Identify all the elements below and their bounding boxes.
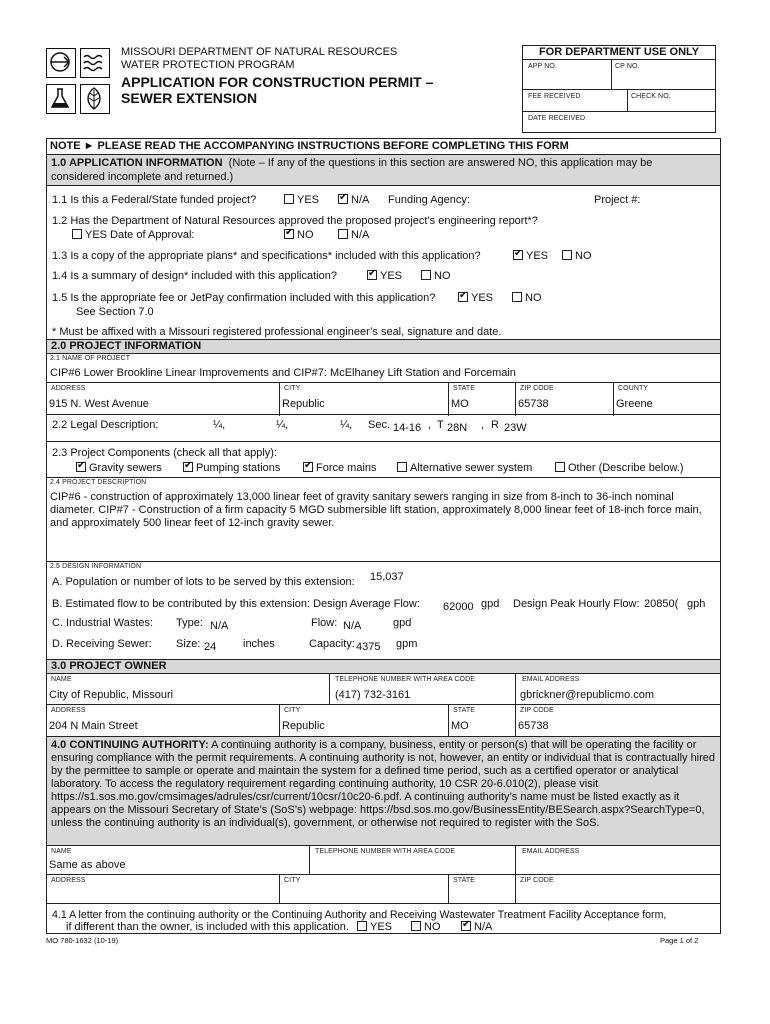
dnr-logo-waves-icon	[80, 48, 110, 78]
section-1-title: 1.0 APPLICATION INFORMATION	[51, 157, 223, 169]
question-1-5: 1.5 Is the appropriate fee or JetPay confirmation included with this application?	[52, 292, 436, 304]
ca-name-label: NAME	[51, 848, 72, 855]
question-1-2: 1.2 Has the Department of Natural Resources approved the proposed project’s engineering report*?	[52, 215, 538, 227]
township-value[interactable]: 28N	[447, 422, 468, 434]
q13-yes-option[interactable]	[513, 250, 548, 262]
q12-yes-option[interactable]	[72, 229, 194, 241]
estimated-flow-label: B. Estimated flow to be contributed by this extension: Design Average Flow:	[52, 598, 420, 610]
owner-city-label: CITY	[284, 707, 301, 714]
q41-yes-option[interactable]	[357, 921, 392, 933]
q13-yes-checkbox[interactable]	[513, 250, 523, 260]
project-city-label: CITY	[284, 385, 301, 392]
q15-yes-checkbox[interactable]	[458, 292, 468, 302]
project-address-label: ADDRESS	[51, 385, 86, 392]
q14-no-checkbox[interactable]	[421, 270, 431, 280]
pe-seal-footnote: * Must be affixed with a Missouri registered professional engineer’s seal, signature and date.	[52, 326, 502, 338]
project-state-label: STATE	[453, 385, 476, 392]
comp-pumping-label: Pumping stations	[196, 462, 281, 474]
section-2-header: 2.0 PROJECT INFORMATION	[47, 339, 720, 354]
comp-other-label: Other (Describe below.)	[568, 462, 684, 474]
comp-force-option[interactable]	[303, 462, 377, 474]
q13-yes-label: YES	[526, 250, 549, 262]
industrial-flow-unit: gpd	[393, 617, 412, 629]
owner-address-value[interactable]: 204 N Main Street	[49, 720, 138, 732]
page-number: Page 1 of 2	[660, 936, 699, 945]
section-1-note-cont: considered incomplete and returned.)	[51, 171, 234, 183]
funding-agency-label: Funding Agency:	[388, 194, 470, 206]
q41-no-checkbox[interactable]	[411, 921, 421, 931]
industrial-type-label: Type:	[176, 617, 203, 629]
project-name-value[interactable]: CIP#6 Lower Brookline Linear Improvements and CIP#7: McElhaney Lift Station and Forcemain	[50, 367, 516, 379]
section-value[interactable]: 14-16	[393, 422, 422, 434]
project-county-label: COUNTY	[618, 385, 649, 392]
receiving-size-value[interactable]: 24	[204, 641, 217, 653]
q14-yes-option[interactable]	[367, 270, 402, 282]
department-use-title: FOR DEPARTMENT USE ONLY	[523, 46, 715, 60]
legal-quarter-1: ¼,	[213, 419, 226, 431]
owner-address-row	[47, 705, 720, 736]
question-4-1-cont: if different than the owner, is included with this application.	[66, 921, 349, 933]
q14-no-label: NO	[434, 270, 451, 282]
range-value[interactable]: 23W	[504, 422, 527, 434]
page-title-line2: SEWER EXTENSION	[121, 90, 258, 106]
agency-name: MISSOURI DEPARTMENT OF NATURAL RESOURCES	[121, 46, 398, 58]
q12-na-option[interactable]	[338, 229, 369, 241]
owner-zip-label: ZIP CODE	[520, 707, 554, 714]
project-description-label: 2.4 PROJECT DESCRIPTION	[50, 479, 147, 486]
check-no-label: CHECK NO.	[631, 93, 671, 100]
q41-yes-label: YES	[370, 921, 393, 933]
page-title	[121, 74, 433, 106]
project-city-value[interactable]: Republic	[282, 398, 325, 410]
owner-state-value[interactable]: MO	[451, 720, 469, 732]
legal-quarter-3: ¼,	[340, 419, 353, 431]
question-1-1-label: 1.1 Is this a Federal/State funded project?	[52, 194, 257, 206]
ca-email-label: EMAIL ADDRESS	[522, 848, 580, 855]
industrial-flow-label: Flow:	[311, 617, 338, 629]
q12-no-label: NO	[297, 229, 314, 241]
section-label: Sec.	[368, 419, 391, 431]
project-zip-value[interactable]: 65738	[518, 398, 549, 410]
q11-yes-checkbox[interactable]	[284, 194, 294, 204]
comp-other-checkbox[interactable]	[555, 462, 565, 472]
section-1-header	[47, 154, 720, 186]
q13-no-label: NO	[575, 250, 592, 262]
legal-description-label: 2.2 Legal Description:	[52, 419, 159, 431]
question-4-1: 4.1 A letter from the continuing authority or the Continuing Authority and Receiving Wastewater Treatment Facility Acceptance form,	[52, 909, 667, 921]
ca-address-row	[47, 875, 720, 904]
receiving-capacity-label: Capacity:	[309, 638, 355, 650]
q11-na-option[interactable]	[338, 194, 369, 206]
q13-no-option[interactable]	[562, 250, 592, 262]
industrial-type-value[interactable]: N/A	[210, 620, 229, 632]
department-use-box	[522, 45, 716, 133]
q15-yes-option[interactable]	[458, 292, 493, 304]
population-label: A. Population or number of lots to be served by this extension:	[52, 576, 355, 588]
comp-alt-checkbox[interactable]	[397, 462, 407, 472]
owner-name-value[interactable]: City of Republic, Missouri	[49, 689, 174, 701]
owner-address-label: ADDRESS	[51, 707, 86, 714]
ca-city-label: CITY	[284, 877, 301, 884]
dnr-logo-flask-icon	[46, 84, 76, 114]
owner-phone-value[interactable]: (417) 732-3161	[335, 689, 411, 701]
q11-yes-label: YES	[297, 194, 320, 206]
comp-other-option[interactable]	[555, 462, 684, 474]
owner-phone-label: TELEPHONE NUMBER WITH AREA CODE	[335, 676, 476, 683]
q15-no-label: NO	[525, 292, 542, 304]
program-name: WATER PROTECTION PROGRAM	[121, 59, 295, 71]
q41-no-option[interactable]	[411, 921, 441, 933]
owner-city-value[interactable]: Republic	[282, 720, 325, 732]
q12-no-option[interactable]	[284, 229, 314, 241]
question-1-3: 1.3 Is a copy of the appropriate plans* and specifications* included with this application?	[52, 250, 481, 262]
ca-address-label: ADDRESS	[51, 877, 86, 884]
comp-alt-option[interactable]	[397, 462, 532, 474]
dnr-logo-leaf-icon	[80, 84, 110, 114]
q41-no-label: NO	[424, 921, 441, 933]
owner-email-label: EMAIL ADDRESS	[522, 676, 580, 683]
project-zip-label: ZIP CODE	[520, 385, 554, 392]
project-name-label: 2.1 NAME OF PROJECT	[50, 355, 131, 362]
continuing-authority-description: A continuing authority is a company, business, entity or person(s) that will be operating the facility or ensuring compliance with the permit requirements. A continuing authority is not, however, an entity or individual that is contractually hired by the permittee to sample or operate and maintain the system for a defined time period, such as a certified operator or analytical laboratory. To access the regulatory requirement regarding continuing authority, 10 CSR 20-6.010(2), please visit https://s1.sos.mo.gov/cmsimages/adrules/csr/current/10csr/10c20-6.pdf. A continuing authority’s name must be listed exactly as it appears on the Missouri Secretary of State’s (SoS’s) webpage: https://bsd.sos.mo.gov/BusinessEntity/BESearch.aspx?SearchType=0, unless the continuing authority is an individual(s), government, or otherwise not required to register with the SoS.	[51, 739, 716, 829]
range-label: R	[491, 419, 499, 431]
question-1-5-sub: See Section 7.0	[76, 306, 154, 318]
owner-state-label: STATE	[453, 707, 476, 714]
q14-yes-checkbox[interactable]	[367, 270, 377, 280]
population-value[interactable]: 15,037	[370, 571, 404, 583]
q15-no-option[interactable]	[512, 292, 542, 304]
q41-na-option[interactable]	[461, 921, 492, 933]
section-1-note: (Note – If any of the questions in this section are answered NO, this application may be	[228, 157, 653, 169]
q41-yes-checkbox[interactable]	[357, 921, 367, 931]
design-average-flow-unit: gpd	[481, 598, 500, 610]
agency-header	[121, 46, 397, 72]
q11-yes-option[interactable]	[284, 194, 319, 206]
ca-phone-label: TELEPHONE NUMBER WITH AREA CODE	[315, 848, 456, 855]
township-label: T	[437, 419, 444, 431]
form-number: MO 780-1632 (10-19)	[46, 936, 119, 945]
q12-na-label: N/A	[351, 229, 370, 241]
q14-no-option[interactable]	[421, 270, 451, 282]
q11-na-label: N/A	[351, 194, 370, 206]
q13-no-checkbox[interactable]	[562, 250, 572, 260]
app-no-label: APP NO.	[528, 63, 557, 70]
q12-yes-checkbox[interactable]	[72, 229, 82, 239]
ca-name-value[interactable]: Same as above	[49, 859, 126, 871]
design-peak-flow-unit: gph	[687, 598, 706, 610]
comp-pumping-checkbox[interactable]	[183, 462, 193, 472]
receiving-size-unit: inches	[243, 638, 275, 650]
project-address-row	[47, 382, 720, 415]
comp-gravity-label: Gravity sewers	[89, 462, 162, 474]
owner-email-value[interactable]: gbrickner@republicmo.com	[520, 689, 655, 701]
question-1-1	[52, 194, 256, 206]
page-title-line1: APPLICATION FOR CONSTRUCTION PERMIT –	[121, 74, 434, 90]
comp-force-checkbox[interactable]	[303, 462, 313, 472]
design-average-flow-value[interactable]: 62000	[443, 601, 474, 613]
ca-zip-label: ZIP CODE	[520, 877, 554, 884]
comp-gravity-checkbox[interactable]	[76, 462, 86, 472]
ca-state-label: STATE	[453, 877, 476, 884]
q41-na-label: N/A	[474, 921, 493, 933]
q15-no-checkbox[interactable]	[512, 292, 522, 302]
section-3-header: 3.0 PROJECT OWNER	[47, 659, 720, 674]
q15-yes-label: YES	[471, 292, 494, 304]
owner-name-label: NAME	[51, 676, 72, 683]
owner-zip-value[interactable]: 65738	[518, 720, 549, 732]
owner-name-row	[47, 674, 720, 705]
q41-na-checkbox[interactable]	[461, 921, 471, 931]
design-peak-flow-value[interactable]: 20850(	[644, 598, 679, 610]
comp-pumping-option[interactable]	[183, 462, 280, 474]
receiving-size-label: Size:	[176, 638, 201, 650]
receiving-capacity-value[interactable]: 4375	[356, 641, 381, 653]
fee-received-label: FEE RECEIVED	[528, 93, 581, 100]
legal-quarter-2: ¼,	[276, 419, 289, 431]
section-4-title: 4.0 CONTINUING AUTHORITY:	[51, 739, 209, 751]
project-components-label: 2.3 Project Components (check all that apply):	[52, 447, 278, 459]
comp-force-label: Force mains	[316, 462, 377, 474]
design-peak-flow-label: Design Peak Hourly Flow:	[513, 598, 640, 610]
q12-no-checkbox[interactable]	[284, 229, 294, 239]
comp-alt-label: Alternative sewer system	[410, 462, 533, 474]
q12-na-checkbox[interactable]	[338, 229, 348, 239]
project-state-value[interactable]: MO	[451, 398, 469, 410]
project-address-value[interactable]: 915 N. West Avenue	[49, 398, 149, 410]
project-number-label: Project #:	[594, 194, 641, 206]
project-county-value[interactable]: Greene	[616, 398, 653, 410]
section-4-header	[47, 736, 720, 846]
ca-name-row	[47, 846, 720, 875]
comp-gravity-option[interactable]	[76, 462, 162, 474]
q14-yes-label: YES	[380, 270, 403, 282]
receiving-capacity-unit: gpm	[396, 638, 418, 650]
dnr-logo-water-icon	[46, 48, 76, 78]
instructions-note: NOTE ► PLEASE READ THE ACCOMPANYING INSTRUCTIONS BEFORE COMPLETING THIS FORM	[50, 140, 569, 152]
design-information-label: 2.5 DESIGN INFORMATION	[50, 563, 142, 570]
cp-no-label: CP NO.	[615, 63, 640, 70]
receiving-sewer-label: D. Receiving Sewer:	[52, 638, 152, 650]
project-description-value[interactable]: CIP#6 - construction of approximately 13,000 linear feet of gravity sanitary sewers ranging in size from 8-inch to 36-inch nominal diameter. CIP#7 - Construction of a firm capacity 5 MGD submersible lift station, approximately 8,000 linear feet of 18-inch force main, and approximately 500 linear feet of 12-inch gravity sewer.	[50, 491, 702, 529]
question-1-4: 1.4 Is a summary of design* included with this application?	[52, 270, 337, 282]
q12-yes-label: YES Date of Approval:	[85, 229, 195, 241]
industrial-wastes-label: C. Industrial Wastes:	[52, 617, 154, 629]
q11-na-checkbox[interactable]	[338, 194, 348, 204]
date-received-label: DATE RECEIVED	[528, 115, 586, 122]
industrial-flow-value[interactable]: N/A	[343, 620, 362, 632]
